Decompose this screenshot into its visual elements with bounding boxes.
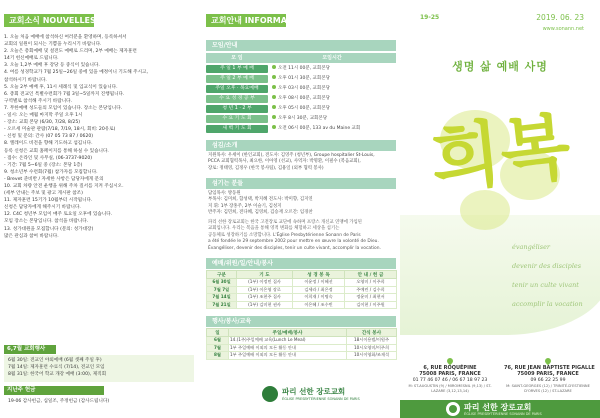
ministers-heading: 섬김/소개 — [206, 140, 396, 151]
schedule-value-text: 오전 11시 00분, 교회본당 — [278, 65, 330, 71]
news-line: 12. C4C 청년부 모임이 매주 토요일 오후에 있습니다. — [4, 212, 113, 218]
news-line: 6. 총회 전교인 특별수련회가 7월 3일~5일까지 진행됩니다. — [4, 91, 125, 97]
duty-col: 안 내 / 헌 금 — [345, 271, 397, 279]
news-line: 1. 오늘 처음 예배에 참석하신 여러분을 환영하며, 등록하셔서 — [4, 35, 127, 40]
duty-col: 기 도 — [237, 271, 293, 279]
week-number: 19-25 — [420, 14, 440, 21]
duty-line: 담임목사: 방동원 — [208, 191, 241, 196]
duty-table-header — [207, 271, 397, 279]
news-line: 2. 오늘은 총회예배 및 설전도 예배로 드리며, 2부 예배는 제자훈련 — [4, 49, 137, 55]
church-name: 파리 선한 장로교회 — [464, 403, 532, 412]
ministers-text — [208, 153, 394, 172]
weekly-month: 8월 — [207, 352, 229, 360]
duty-cell: 김세라 / 최은정 — [293, 286, 345, 294]
schedule-value-text: 오후 01시 30분, 교회본당 — [278, 75, 330, 81]
weekly-col: 간식 봉사 — [347, 329, 397, 337]
schedule-value-text: 오후 8시 30분, 교회본당 — [278, 115, 328, 121]
schedule-label: 새 벽 기 도 회 — [206, 125, 268, 133]
schedule-value — [268, 85, 396, 93]
duty-date: 7월 14일 — [207, 294, 237, 302]
address-phone: 09 66 22 25 99 — [530, 378, 566, 383]
table-row — [207, 352, 397, 360]
duty-col: 성 경 봉 독 — [293, 271, 345, 279]
schedule-row — [206, 104, 396, 113]
schedule-row — [206, 74, 396, 83]
duty-line: 반주자: 김민희, 전다혜, 김영희, 김승재 오르간: 임경찬 — [208, 210, 313, 216]
news-line: 4. 여름 성경학교가 7월 25일~26일 중에 있을 예정이니 기도해 주시고, — [4, 70, 148, 76]
cover-calligraphy: 희복 — [426, 102, 575, 203]
duty-cell: 이희재 / 이명숙 — [293, 294, 345, 302]
table-row — [207, 344, 397, 352]
schedule-heading: 모임/안내 — [206, 40, 396, 51]
intro-line: 교회입니다. 우리는 복음을 통해 영적 변화를 체험하고 세상을 섬기는 — [208, 226, 340, 232]
cover-theme: 생명 삶 예배 사명 — [452, 60, 548, 73]
duty-cell: (1부) 이은영 장로 — [237, 286, 293, 294]
duty-cell: 주예린 / 김수희 — [345, 286, 397, 294]
weekly-col: 주일/예배/봉사 — [229, 329, 347, 337]
church-emblem-icon — [262, 386, 278, 402]
duty-table-heading: 예배/위원/일/안내/봉사 — [206, 258, 396, 269]
schedule-row — [206, 94, 396, 103]
french-line: devenir des disciples — [512, 262, 582, 270]
schedule-label: 주 일 2 부 예 배 — [206, 75, 268, 83]
address-metro: M: SAINT-GEORGES (12) / TRINITÉ-D'ESTIENNE D'ORVES (12) / ST-LAZARE — [506, 384, 590, 393]
bullet-icon — [272, 95, 276, 99]
weekly-month: 6월 — [207, 337, 229, 345]
duty-line: 부목사: 김미희, 함성택, 박지혜 전도사: 박미향, 김지연 — [208, 197, 313, 203]
bullet-icon — [272, 65, 276, 69]
weekly-cell: 10시오영미/이주희 — [347, 344, 397, 352]
bullet-icon — [272, 125, 276, 129]
schedule-value-text: 오후 03시 00분, 교회본당 — [278, 85, 330, 91]
intro-line: Évangéliser, devenir des disciples, tenir un culte vivant, accomplir la vocation. — [208, 245, 381, 251]
news-line: 10. 교회 차량 안전 운행을 위해 주차 질서를 지켜 주십시오. — [4, 183, 124, 189]
ministers-line: PCCA 교회협력목사, 최요한, 이아영 (선교), 사역자: 박명환, 이필수 (복음교회), — [208, 159, 361, 165]
schedule-value — [268, 95, 396, 103]
duty-date: 7월 7일 — [207, 286, 237, 294]
offering-line: 19-06 감사헌금, 십일조, 주정헌금 (감사드립니다) — [8, 399, 110, 404]
news-line: 9. 청소년부 수련회(7월) 참가자를 모집합니다. — [4, 169, 98, 175]
table-row — [207, 294, 397, 302]
church-name: 파리 선한 장로교회 — [282, 387, 346, 396]
news-heading: 교회소식 NOUVELLES — [4, 14, 94, 27]
address-metro: M: ST-AUGUSTIN (9) / MIROMESNIL (9,13) / ST-LAZARE (3,12,13,14) — [408, 384, 492, 393]
bulletin-date: 2019. 06. 23 — [536, 13, 584, 22]
offering-box — [4, 396, 194, 408]
news-line: 많은 관심과 참여 바랍니다. — [4, 233, 59, 239]
duty-date: 7월 21일 — [207, 301, 237, 309]
duty-cell: (1부) 조현주 집사 — [237, 294, 293, 302]
weekly-cell: 10시이영화/조재석 — [347, 352, 397, 360]
schedule-label: 수 요 기 도 회 — [206, 115, 268, 123]
duty-table — [206, 270, 397, 309]
news-line: 교회의 일원이 되시는 기쁨을 누리시기 바랍니다. — [4, 42, 102, 48]
duty-cell: 오영미 / 이주희 — [345, 279, 397, 287]
duty-cell: (1부) 김미현 권사 — [237, 301, 293, 309]
weekly-cell: 1부 주일예배 이외의 모든 활동 안내 — [229, 352, 347, 360]
weekly-col: 일 — [207, 329, 229, 337]
news-line: - 접수: 온라인 및 사무실, (06-3737-9020) — [4, 155, 93, 161]
news-line: - 신청 및 문의: 간사 (07 05 73 87 / 0620) — [4, 134, 94, 140]
table-row — [207, 337, 397, 345]
duty-heading: 섬기는 분들 — [206, 178, 396, 189]
schedule-label: 주일 오후 · 목요예배 — [206, 85, 268, 93]
church-logo — [200, 378, 400, 418]
events-line: 8월 31일: 한국어 학교 개강 예배 (3:00), 제직회 — [8, 372, 107, 377]
news-line: (세부 안내는 주보 및 광고 게시판 참조) — [4, 191, 83, 197]
news-panel — [0, 0, 200, 418]
duty-cell: 이은혜 / 조수빈 — [293, 301, 345, 309]
news-line: 7. 무한예배 성도들의 모임이 있습니다. 장소는 본당입니다. — [4, 105, 123, 111]
duty-cell: 이윤정 / 이혜선 — [293, 279, 345, 287]
schedule-value-text: 오후 08시 00분, 교회본당 — [278, 95, 330, 101]
address-street: 6, RUE ROQUÉPINE — [423, 365, 477, 371]
schedule-value-text: 오후 05시 00분, 교회본당 — [278, 105, 330, 111]
news-line: 5. 오늘 2부 예배 후, 11시 세례식 및 입교식이 있습니다. — [4, 84, 118, 90]
events-heading: 6,7월 교회행사 — [4, 345, 56, 354]
schedule-col-time: 모임시간 — [322, 55, 342, 61]
schedule-header — [206, 53, 396, 63]
news-line: 14기 헌신예배로 드립니다. — [4, 56, 59, 62]
weekly-cell: 14.(1주)주일예배 교육(Lunch Le Meal) — [229, 337, 347, 345]
schedule-label: 주 일 1 부 예 배 — [206, 65, 268, 73]
table-row — [207, 279, 397, 287]
schedule-value — [268, 105, 396, 113]
church-subtitle: ÉGLISE PRESBYTÉRIENNE SONANN DE PARIS — [464, 412, 542, 416]
church-subtitle: ÉGLISE PRESBYTÉRIENNE SONANN DE PARIS — [282, 397, 360, 401]
news-line: 8. 엘레이드 비전을 향해 기도하고 섬깁니다. — [4, 141, 93, 147]
news-line: - Brevet 준비반 / 자세한 사항은 담당자에게 문의 — [4, 176, 104, 182]
french-line: tenir un culte vivant — [512, 281, 579, 289]
table-row — [207, 301, 397, 309]
news-line: - 장소: 교회 본당 (6/30, 7/28, 8/25) — [4, 120, 81, 126]
weekly-table-header — [207, 329, 397, 337]
address-city: 75008 PARIS, FRANCE — [419, 371, 481, 377]
location-pin-icon — [544, 357, 552, 365]
duty-col: 구분 — [207, 271, 237, 279]
intro-line: 파리 선한 장로교회는 한국 고전장로 교단에 속하며 프랑스 개신교 연맹에 가입된 — [208, 220, 362, 225]
address-left — [406, 358, 494, 393]
weekly-heading: 행사/봉사/교육 — [206, 316, 396, 327]
decorative-wash — [400, 215, 600, 335]
intro-text — [208, 220, 394, 252]
schedule-row — [206, 84, 396, 93]
website-link[interactable]: www.sonann.net — [542, 26, 584, 32]
duty-cell: 김이현 / 이주원 — [345, 301, 397, 309]
news-line: 신청은 담당자에게 해주시기 바랍니다. — [4, 205, 81, 211]
location-pin-icon — [446, 357, 454, 365]
schedule-value-text: 오전 06시 00분, 133 av du Maine 교회 — [278, 125, 361, 131]
address-street: 76, RUE JEAN BAPTISTE PIGALLE — [504, 365, 595, 371]
news-line: 등록 신청은 교회 홈페이지를 통해 하실 수 있습니다. — [4, 148, 109, 154]
info-panel — [200, 0, 400, 418]
intro-line: 공동체로 성장하기를 소망합니다. L'Église Presbytérienne Sonann de Paris — [208, 232, 361, 238]
duty-line: 지 휘: 1부 장홍주, 2부 이슬기, 김성지 — [208, 203, 282, 209]
ministers-line: 장로: 정태영, 김정우 (한국 봉사팀), 김용일 (외부 협력 봉사) — [208, 165, 324, 171]
schedule-label: 청 년 1 · 2 부 — [206, 105, 268, 113]
news-line: 13. 성가대원을 모집합니다 (문의: 성가대장) — [4, 226, 94, 232]
weekly-cell: 1부 주일예배 이외의 모든 활동 안내 — [229, 344, 347, 352]
french-line: évangéliser — [512, 243, 551, 251]
cover-panel — [400, 0, 600, 418]
schedule-col-meeting: 모 임 — [231, 55, 243, 61]
ministers-line: 지원목사: 우세이 (한인교회), 전도사: 김영주 (청년부), Groupe hospitalier St-Louis, — [208, 153, 375, 158]
bullet-icon — [272, 85, 276, 89]
address-phone: 01 77 46 07 46 / 06 67 18 97 23 — [412, 378, 488, 383]
schedule-value — [268, 125, 396, 133]
weekly-month: 7월 — [207, 344, 229, 352]
info-heading: 교회안내 INFORMATION — [206, 14, 286, 27]
schedule-row — [206, 64, 396, 73]
news-line: - 일시: 오는 매월 마지막 주일 오후 1시 — [4, 113, 83, 119]
weekly-cell: 18시이용범/이원주 — [347, 337, 397, 345]
weekly-table — [206, 328, 397, 360]
schedule-value — [268, 75, 396, 83]
french-line: accomplir la vocation — [512, 300, 583, 308]
news-line: 11. 제자훈련 15기가 10월부터 시작됩니다. — [4, 198, 93, 204]
news-line: 3. 오늘 1,2부 예배 후 강당 등 중식이 있습니다. — [4, 63, 100, 69]
news-line: 모임 장소는 본당입니다. 참석을 바랍니다. — [4, 219, 89, 225]
schedule-value — [268, 115, 396, 123]
events-line: 6월 30일: 전교인 야외예배 (6월 셋째 주일 후) — [8, 358, 102, 363]
news-line: - 기간: 7월 5~6일 중 (장소: 본당 1층) — [4, 162, 83, 168]
schedule-row — [206, 124, 396, 133]
address-right — [504, 358, 595, 393]
news-line: 참석하시기 바랍니다. — [4, 77, 47, 83]
schedule-label: 수 요 성 경 공 부 — [206, 95, 268, 103]
news-line: 구역별로 참석해 주시기 바랍니다. — [4, 98, 72, 104]
events-line: 7월 14일: 제자훈련 수료식 (7/14), 전교인 모임 — [8, 365, 105, 370]
bullet-icon — [272, 105, 276, 109]
schedule-row — [206, 114, 396, 123]
bullet-icon — [272, 115, 276, 119]
duty-cell: (1부) 이정민 집사 — [237, 279, 293, 287]
cover-logo-bar — [400, 400, 600, 418]
intro-line: a été fondée le 29 septembre 2002 pour mettre en œuvre la volonté de Dieu. — [208, 239, 379, 245]
news-line: - 오르세 미술관 관람(7/18, 7/19, 18시, 회비: 20유로) — [4, 127, 116, 133]
events-box — [4, 355, 194, 382]
schedule-value — [268, 65, 396, 73]
table-row — [207, 286, 397, 294]
church-seal-icon — [446, 402, 460, 416]
duty-cell: 정윤미 / 최현서 — [345, 294, 397, 302]
bullet-icon — [272, 75, 276, 79]
duty-text — [208, 191, 394, 217]
offering-heading: 지난주 헌금 — [4, 386, 104, 395]
duty-date: 6월 30일 — [207, 279, 237, 287]
address-city: 75009 PARIS, FRANCE — [517, 371, 579, 377]
news-list — [4, 34, 194, 240]
